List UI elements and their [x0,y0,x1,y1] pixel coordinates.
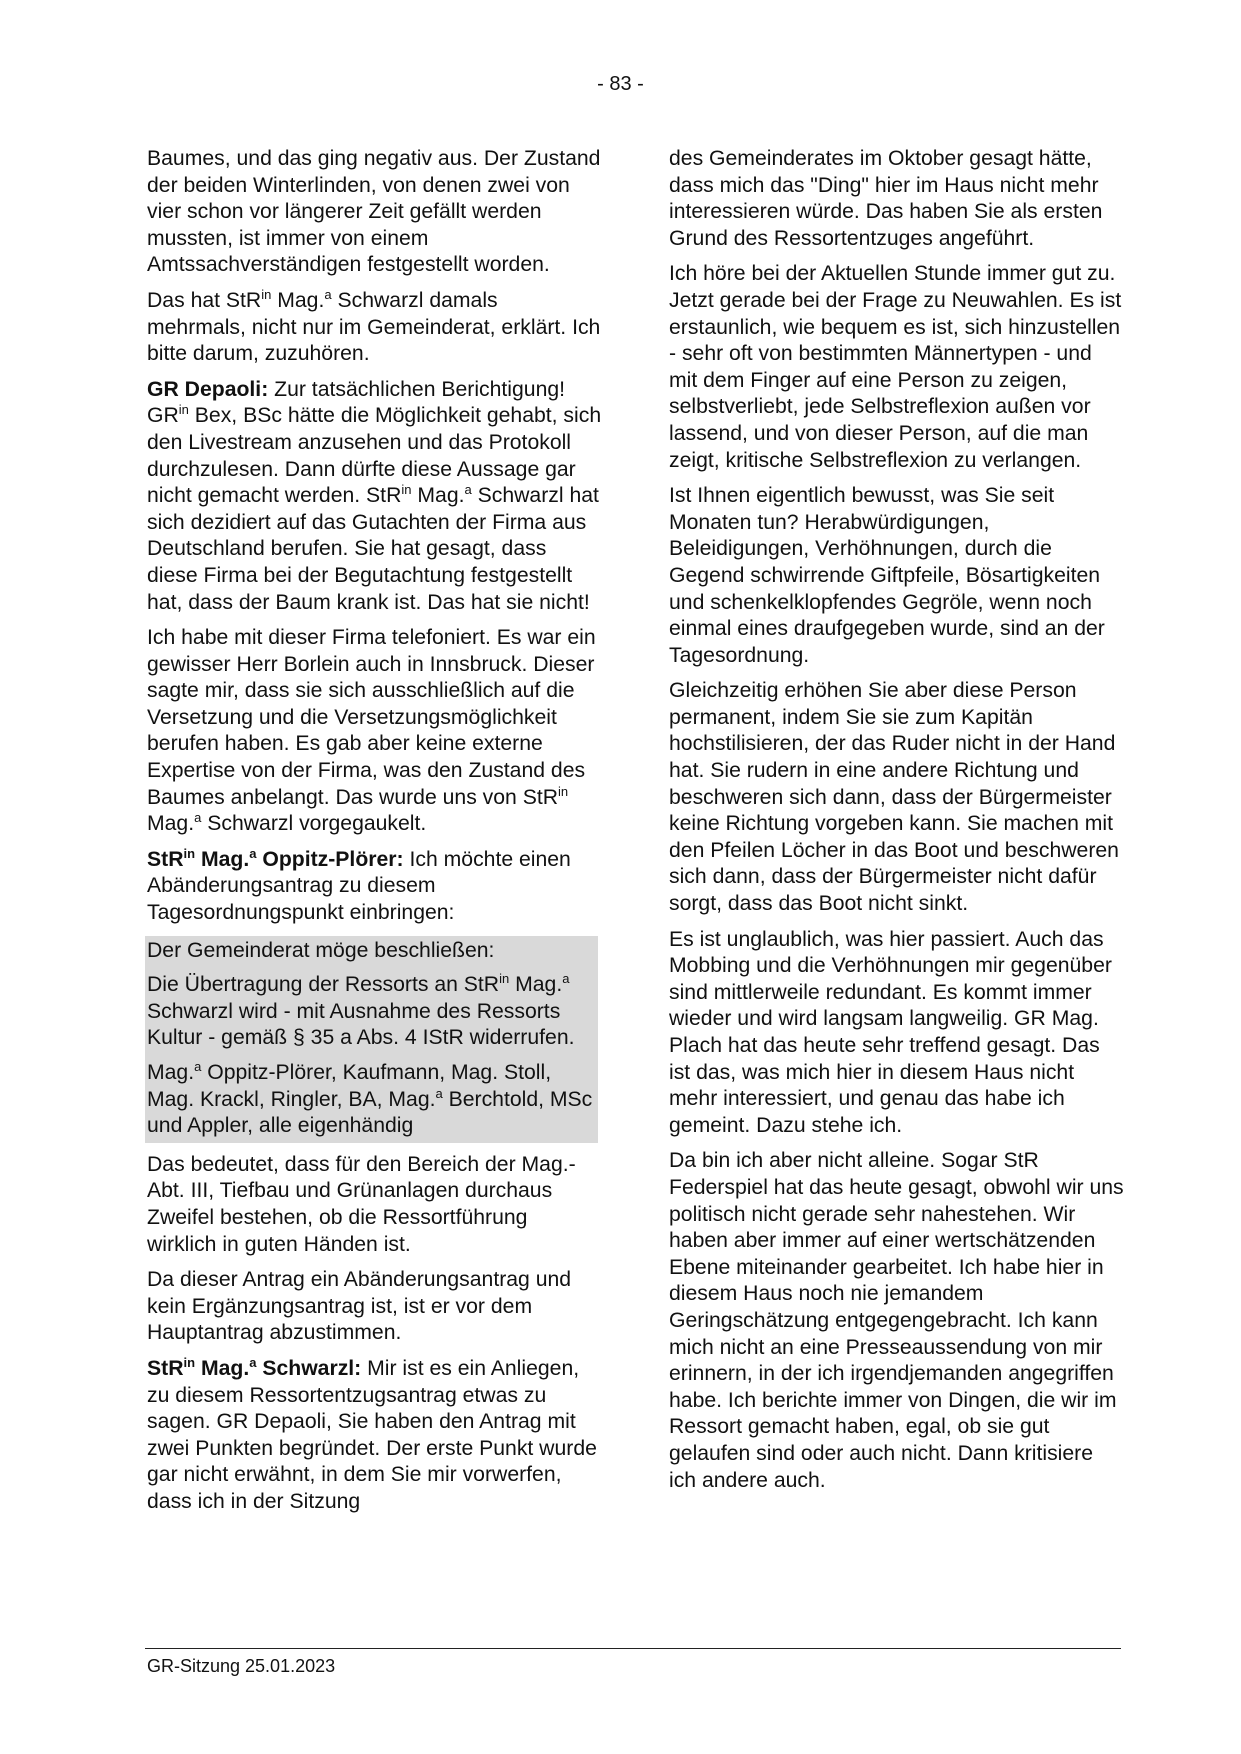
speaker-name: GR Depaoli: [147,377,269,401]
motion-body: Die Übertragung der Ressorts an StR$^{in}$ Mag.$^a$ Schwarzl wird - mit Ausnahme des Ressorts Kultur - gemäß § 35 a Abs. 4 IStR widerrufen. [147,971,575,1050]
footer-session-date: GR-Sitzung 25.01.2023 [147,1656,336,1676]
speaker-name: StR$^{in}$ Mag.$^a$ Schwarzl: [147,1354,362,1380]
paragraph: Es ist unglaublich, was hier passiert. Auch das Mobbing und die Verhöhnungen mir gegenüber sind mittlerweile redundant. Es kommt immer wieder und wird langsam langweilig. GR Mag. Plach hat das heute sehr treffend gesagt. Das ist das, was mich hier in diesem Haus nicht mehr interessiert, und genau das habe ich gemeint. Dazu stehe ich. [669,927,1112,1137]
paragraph: Das hat StR$^{in}$ Mag.$^a$ Schwarzl damals mehrmals, nicht nur im Gemeinderat, erklärt. Ich bitte darum, zuzuhören. [147,286,601,366]
motion-intro: Der Gemeinderat möge beschließen: [147,938,495,962]
footer-divider [145,1648,1121,1649]
motion-box [145,936,598,1143]
speech-depaoli: GR Depaoli: Zur tatsächlichen Berichtigung! $GR^{in}$ Bex, BSc hätte die Möglichkeit gehabt, sich den Livestream anzusehen und das Protokoll durchzulesen. Dann dürfte diese Aussage gar nicht gemacht werden. StR$^{in}$ Mag.$^a$ Schwarzl hat sich dezidiert auf das Gutachten der Firma aus Deutschland berufen. Sie hat gesagt, dass diese Firma bei der Begutachtung festgestellt hat, dass der Baum krank ist. Das hat sie nicht! [147,377,602,614]
paragraph: Gleichzeitig erhöhen Sie aber diese Person permanent, indem Sie sie zum Kapitän hochstilisieren, der das Ruder nicht in der Hand hat. Sie rudern in eine andere Richtung und beschweren sich dann, dass der Bürgermeister keine Richtung vorgeben kann. Sie machen mit den Pfeilen Löcher in das Boot und beschweren sich dann, dass der Bürgermeister nicht dafür sorgt, dass das Boot nicht sinkt. [669,679,1119,916]
paragraph: Da dieser Antrag ein Abänderungsantrag und kein Ergänzungsantrag ist, ist er vor dem Hauptantrag abzustimmen. [147,1268,572,1345]
right-column [669,146,1124,1503]
paragraph: Ist Ihnen eigentlich bewusst, was Sie seit Monaten tun? Herabwürdigungen, Beleidigungen, Verhöhnungen, durch die Gegend schwirrende Giftpfeile, Bösartigkeiten und schenkelklopfendes Gegröle, wenn noch einmal eines draufgegeben wurde, sind an der Tagesordnung. [669,484,1105,667]
paragraph: Ich höre bei der Aktuellen Stunde immer gut zu. Jetzt gerade bei der Frage zu Neuwahlen. Es ist erstaunlich, wie bequem es ist, sich hinzustellen - sehr oft von bestimmten Männertypen - und mit dem Finger auf eine Person zu zeigen, selbstverliebt, jede Selbstreflexion außen vor lassend, und von dieser Person, auf die man zeigt, kritische Selbstreflexion zu verlangen. [669,262,1122,472]
motion-signatories: Mag.$^a$ Oppitz-Plörer, Kaufmann, Mag. Stoll, Mag. Krackl, Ringler, BA, Mag.$^a$ Berchtold, MSc und Appler, alle eigenhändig [147,1058,593,1138]
paragraph: des Gemeinderates im Oktober gesagt hätte, dass mich das "Ding" hier im Haus nicht mehr interessieren würde. Das haben Sie als ersten Grund des Ressortentzuges angeführt. [669,147,1103,250]
paragraph: Ich habe mit dieser Firma telefoniert. Es war ein gewisser Herr Borlein auch in Innsbruck. Dieser sagte mir, dass sie sich ausschließlich auf die Versetzung und die Versetzungsmöglichkeit berufen haben. Es gab aber keine externe Expertise von der Firma, was den Zustand des Baumes anbelangt. Das wurde uns von StR$^{in}$ Mag.$^a$ Schwarzl vorgegaukelt. [147,626,596,836]
paragraph: Da bin ich aber nicht alleine. Sogar StR Federspiel hat das heute gesagt, obwohl wir uns politisch nicht gerade sehr nahestehen. Wir haben aber immer auf einer wertschätzenden Ebene miteinander gearbeitet. Ich habe hier in diesem Haus noch nie jemandem Geringschätzung entgegengebracht. Ich kann mich nicht an eine Presseaussendung von mir erinnern, in der ich irgendjemanden angegriffen habe. Ich berichte immer von Dingen, die wir im Ressort gemacht haben, egal, ob sie gut gelaufen sind oder auch nicht. Dann kritisiere ich andere auch. [669,1149,1124,1492]
paragraph: Baumes, und das ging negativ aus. Der Zustand der beiden Winterlinden, von denen zwei von vier schon vor längerer Zeit gefällt werden mussten, ist immer von einem Amtssachverständigen festgestellt worden. [147,147,601,277]
speaker-name: StR$^{in}$ Mag.$^a$ Oppitz-Plörer: [147,845,404,871]
page-number: - 83 - [597,73,644,95]
left-column [147,146,602,1525]
speech-schwarzl: StR$^{in}$ Mag.$^a$ Schwarzl: Mir ist es ein Anliegen, zu diesem Ressortentzugsantrag etwas zu sagen. GR Depaoli, Sie haben den Antrag mit zwei Punkten begründet. Der erste Punkt wurde gar nicht erwähnt, in dem Sie mir vorwerfen, dass ich in der Sitzung [147,1354,597,1513]
speech-oppitz-ploerer: StR$^{in}$ Mag.$^a$ Oppitz-Plörer: Ich möchte einen Abänderungsantrag zu diesem Tagesordnungspunkt einbringen: [147,845,571,925]
paragraph: Das bedeutet, dass für den Bereich der Mag.-Abt. III, Tiefbau und Grünanlagen durchaus Zweifel bestehen, ob die Ressortführung wirklich in guten Händen ist. [147,1152,576,1256]
